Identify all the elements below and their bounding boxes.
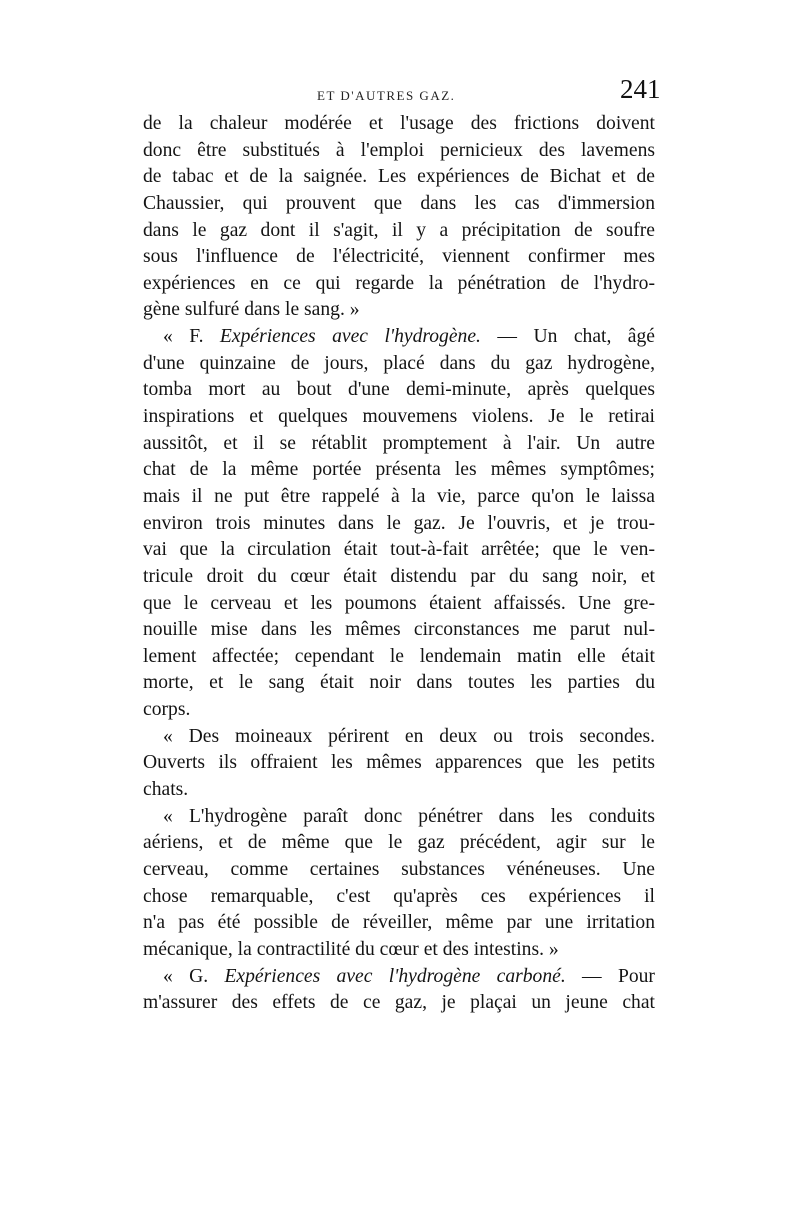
text-line: m'assurer des effets de ce gaz, je plaçai un jeune chat <box>143 992 655 1014</box>
section-marker: « F. <box>163 326 220 348</box>
text-line: de la chaleur modérée et l'usage des frictions doivent <box>143 113 655 134</box>
text-line: environ trois minutes dans le gaz. Je l'ouvris, et je trou- <box>143 512 655 534</box>
text-line: que le cerveau et les poumons étaient affaissés. Une gre- <box>143 592 655 614</box>
text-line: « Des moineaux périrent en deux ou trois secondes. <box>163 725 655 747</box>
text-line: aussitôt, et il se rétablit promptement à l'air. Un autre <box>143 432 655 454</box>
text-line: Ouverts ils offraient les mêmes apparences que les petits <box>143 752 655 774</box>
text-line: mécanique, la contractilité du cœur et des intestins. » <box>143 938 559 960</box>
text-line: de tabac et de la saignée. Les expériences de Bichat et de <box>143 166 655 188</box>
text-line: dans le gaz dont il s'agit, il y a précipitation de soufre <box>143 219 655 241</box>
text-line: chats. <box>143 779 189 801</box>
text-line: gène sulfuré dans le sang. » <box>143 299 360 321</box>
text-line: inspirations et quelques mouvemens violens. Je le retirai <box>143 406 655 428</box>
section-heading-line <box>143 964 655 991</box>
body-text <box>143 111 655 1017</box>
text-line: chat de la même portée présenta les mêmes symptômes; <box>143 459 655 481</box>
text-line: corps. <box>143 699 191 721</box>
text-line: tomba mort au bout d'une demi-minute, après quelques <box>143 379 655 401</box>
text-line: d'une quinzaine de jours, placé dans du gaz hydrogène, <box>143 352 655 374</box>
text-line: vai que la circulation était tout-à-fait arrêtée; que le ven- <box>143 539 655 561</box>
text-line: morte, et le sang était noir dans toutes les parties du <box>143 672 655 694</box>
section-title: Expériences avec l'hydrogène. <box>219 326 481 348</box>
section-heading-rest: — Pour <box>565 965 655 987</box>
text-line: mais il ne put être rappelé à la vie, parce qu'on le laissa <box>143 485 655 507</box>
page-number: 241 <box>620 74 661 104</box>
section-marker: « G. <box>163 965 225 987</box>
running-head: ET D'AUTRES GAZ. <box>317 88 456 103</box>
text-line: chose remarquable, c'est qu'après ces expériences il <box>143 885 655 907</box>
section-title: Expériences avec l'hydrogène carboné. <box>224 965 566 987</box>
section-heading-line <box>143 324 655 351</box>
text-line: aériens, et de même que le gaz précédent, agir sur le <box>143 832 655 854</box>
text-line: sous l'influence de l'électricité, viennent confirmer mes <box>143 246 655 268</box>
text-line: expériences en ce qui regarde la pénétration de l'hydro- <box>143 272 655 294</box>
text-line: nouille mise dans les mêmes circonstances me parut nul- <box>143 619 655 641</box>
text-line: tricule droit du cœur était distendu par du sang noir, et <box>143 565 655 587</box>
text-line: donc être substitués à l'emploi pernicieux des lavemens <box>143 139 655 161</box>
text-line: Chaussier, qui prouvent que dans les cas d'immersion <box>143 192 655 214</box>
text-line: cerveau, comme certaines substances vénéneuses. Une <box>143 858 655 880</box>
text-line: « L'hydrogène paraît donc pénétrer dans les conduits <box>163 805 655 827</box>
section-heading-rest: — Un chat, âgé <box>480 326 655 348</box>
text-line: n'a pas été possible de réveiller, même par une irritation <box>143 912 655 934</box>
text-line: lement affectée; cependant le lendemain matin elle était <box>143 645 655 667</box>
